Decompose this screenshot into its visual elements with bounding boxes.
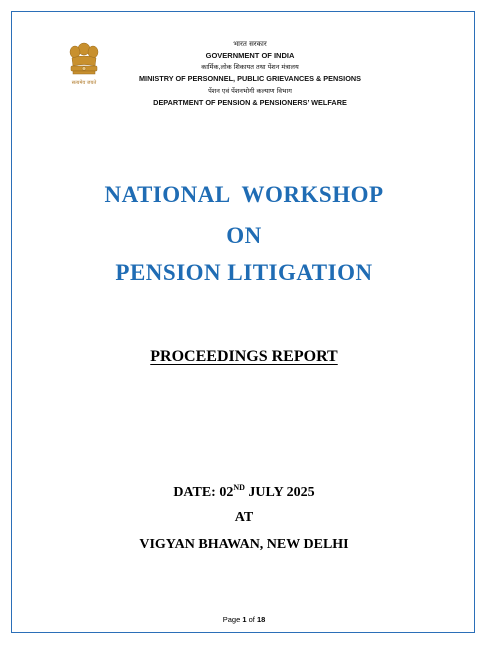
date-ordinal: ND <box>233 483 245 492</box>
emblem-motto: सत्यमेव जयते <box>71 80 97 86</box>
date-suffix: JULY 2025 <box>244 485 315 500</box>
header-ministry: MINISTRY OF PERSONNEL, PUBLIC GRIEVANCES & PENSIONS <box>138 74 362 83</box>
report-heading <box>0 348 488 366</box>
page-footer <box>0 615 488 624</box>
footer-of-word: of <box>246 615 257 624</box>
header-hindi-department: पेंशन एवं पेंशनभोगी कल्याण विभाग <box>208 87 292 95</box>
date-prefix: DATE: 02 <box>173 485 234 500</box>
title-line-1: NATIONAL WORKSHOP <box>104 182 384 207</box>
footer-total-pages: 18 <box>256 615 266 624</box>
title-line-2: ON <box>226 223 262 248</box>
footer-current-page: 1 <box>242 615 247 624</box>
report-title: PROCEEDINGS REPORT <box>150 348 338 365</box>
footer-page-word: Page <box>222 615 243 624</box>
date-line <box>0 483 488 501</box>
header-hindi-government: भारत सरकार <box>233 40 267 48</box>
header-government: GOVERNMENT OF INDIA <box>205 51 295 60</box>
header-department: DEPARTMENT OF PENSION & PENSIONERS’ WELFARE <box>153 98 347 107</box>
header-hindi-ministry: कार्मिक,लोक शिकायत तथा पेंशन मंत्रालय <box>201 63 299 71</box>
at-line: AT <box>234 510 254 525</box>
title-line-3: PENSION LITIGATION <box>115 260 373 285</box>
venue-line: VIGYAN BHAWAN, NEW DELHI <box>139 537 349 552</box>
